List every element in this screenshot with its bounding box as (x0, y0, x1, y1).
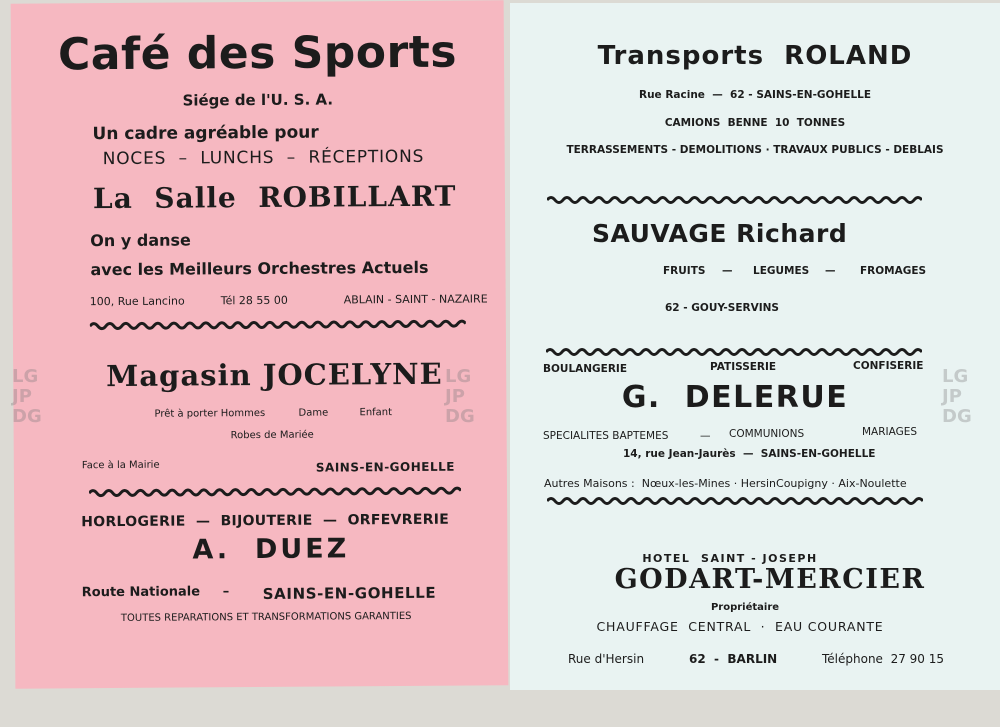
delerue-trade-confiserie: CONFISERIE (853, 360, 924, 372)
sauvage-product-fromages: FROMAGES (860, 265, 927, 277)
dance-line-1: On y danse (90, 230, 191, 251)
jocelyne-town: SAINS-EN-GOHELLE (315, 459, 455, 475)
delerue-spec-baptemes: SPECIALITES BAPTEMES (543, 430, 669, 442)
watermark-line-2: JP (942, 386, 962, 407)
delerue-name: G. DELERUE (621, 380, 849, 415)
dance-line-2: avec les Meilleurs Orchestres Actuels (90, 257, 429, 280)
godart-town: 62 - BARLIN (689, 652, 778, 666)
sauvage-title: SAUVAGE Richard (592, 219, 848, 248)
duez-dash: – (222, 584, 230, 600)
watermark-line-2: JP (12, 386, 32, 407)
jocelyne-location: Face à la Mairie (81, 459, 160, 472)
godart-amenities: CHAUFFAGE CENTRAL · EAU COURANTE (596, 619, 884, 634)
divider-wave (547, 496, 923, 506)
godart-role: Propriétaire (710, 602, 780, 613)
divider-wave (546, 347, 922, 357)
cafe-address: 100, Rue Lancino (89, 294, 185, 309)
salle-robillart: La Salle ROBILLART (92, 179, 457, 216)
watermark-line-1: LG (445, 366, 472, 387)
jocelyne-item-bridal: Robes de Mariée (230, 429, 314, 442)
jocelyne-item-men: Prêt à porter Hommes (154, 407, 266, 420)
roland-trucks: CAMIONS BENNE 10 TONNES (664, 117, 846, 129)
duez-address: Route Nationale (81, 584, 201, 601)
duez-trades: HORLOGERIE — BIJOUTERIE — ORFEVRERIE (81, 511, 450, 531)
delerue-spec-dash: — (700, 430, 711, 442)
godart-hotel: HOTEL SAINT - JOSEPH (642, 552, 818, 565)
cafe-tagline: Un cadre agréable pour (92, 122, 319, 145)
sauvage-dash: — (825, 265, 836, 277)
divider-wave (90, 319, 466, 332)
watermark-line-1: LG (942, 366, 969, 387)
delerue-spec-mariages: MARIAGES (862, 426, 918, 438)
divider-wave (547, 195, 922, 205)
delerue-trade-boulangerie: BOULANGERIE (543, 363, 628, 375)
godart-street: Rue d'Hersin (568, 652, 645, 666)
delerue-trade-patisserie: PATISSERIE (710, 361, 777, 373)
roland-title: Transports ROLAND (597, 41, 913, 71)
watermark-line-2: JP (445, 386, 465, 407)
godart-phone: Téléphone 27 90 15 (822, 652, 945, 666)
sauvage-dash: — (722, 265, 733, 277)
delerue-spec-communions: COMMUNIONS (729, 428, 805, 440)
sauvage-product-fruits: FRUITS (663, 265, 706, 277)
godart-name: GODART-MERCIER (614, 564, 926, 595)
sauvage-town: 62 - GOUY-SERVINS (665, 302, 779, 314)
jocelyne-item-children: Enfant (359, 407, 393, 419)
delerue-branches: Autres Maisons : Nœux-les-Mines · HersinCoupigny · Aix-Noulette (544, 477, 907, 490)
duez-town: SAINS-EN-GOHELLE (262, 583, 437, 603)
left-page (11, 0, 509, 688)
cafe-phone: Tél 28 55 00 (220, 293, 288, 308)
delerue-address: 14, rue Jean-Jaurès — SAINS-EN-GOHELLE (623, 448, 876, 460)
jocelyne-title: Magasin JOCELYNE (106, 356, 443, 394)
right-page (510, 3, 1000, 690)
cafe-subtitle: Siége de l'U. S. A. (182, 90, 334, 110)
cafe-events: NOCES – LUNCHS – RÉCEPTIONS (102, 146, 425, 170)
watermark-line-1: LG (12, 366, 39, 387)
duez-services: TOUTES REPARATIONS ET TRANSFORMATIONS GARANTIES (120, 610, 412, 624)
watermark-line-3: DG (942, 406, 972, 427)
watermark-line-3: DG (445, 406, 475, 427)
roland-services: TERRASSEMENTS - DEMOLITIONS · TRAVAUX PUBLICS - DEBLAIS (566, 144, 944, 156)
duez-name: A. DUEZ (192, 533, 350, 566)
cafe-town: ABLAIN - SAINT - NAZAIRE (343, 292, 488, 307)
roland-address: Rue Racine — 62 - SAINS-EN-GOHELLE (638, 89, 871, 101)
sauvage-product-legumes: LEGUMES (753, 265, 810, 277)
cafe-title: Café des Sports (57, 26, 458, 81)
jocelyne-item-women: Dame (298, 407, 329, 419)
divider-wave (89, 486, 461, 499)
watermark-line-3: DG (12, 406, 42, 427)
